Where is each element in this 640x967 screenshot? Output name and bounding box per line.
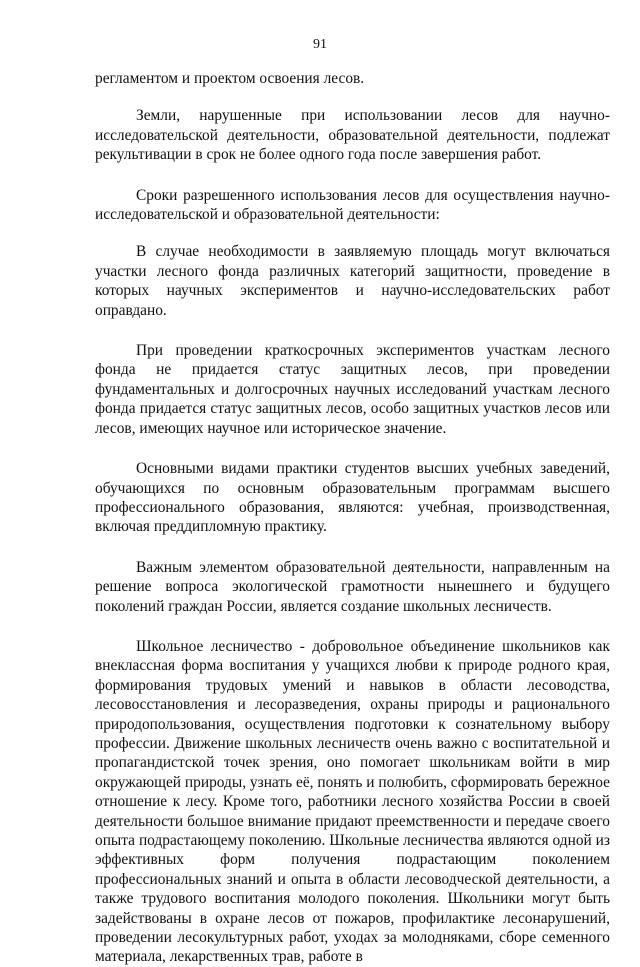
paragraph-continuation: регламентом и проектом освоения лесов.	[95, 70, 365, 87]
paragraph-usage-terms: Сроки разрешенного использования лесов для осуществления научно-исследовательской и образовательной деятельности:	[95, 186, 610, 224]
paragraph-forest-areas: В случае необходимости в заявляемую площадь могут включаться участки лесного фонда различных категорий защитности, проведение в которых научных экспериментов и научно-исследовательских работ оправдано.	[95, 243, 610, 319]
page-number: 91	[313, 37, 327, 52]
paragraph-student-practice: Основными видами практики студентов высших учебных заведений, обучающихся по основным образовательным программам высшего профессионального образования, являются: учебная, производственная, включая преддипломную практику.	[95, 460, 610, 536]
paragraph-school-forestries-intro: Важным элементом образовательной деятельности, направленным на решение вопроса экологической грамотности нынешнего и будущего поколений граждан России, является создание школьных лесничеств.	[95, 558, 610, 615]
page-content	[95, 69, 610, 967]
paragraph-land-reclamation: Земли, нарушенные при использовании лесов для научно-исследовательской деятельности, образовательной деятельности, подлежат рекультивации в срок не более одного года после завершения работ.	[95, 107, 610, 164]
paragraph-school-forestry: Школьное лесничество - добровольное объединение школьников как внеклассная форма воспитания у учащихся любви к природе родного края, формирования трудовых умений и навыков в области лесоводства, лесовосстановления и лесоразведения, охраны природы и рационального природопользования, осуществления подготовки к сознательному выбору профессии. Движение школьных лесничеств очень важно с воспитательной и пропагандистской точек зрения, оно помогает школьникам войти в мир окружающей природы, узнать её, понять и полюбить, сформировать бережное отношение к лесу. Кроме того, работники лесного хозяйства России в своей деятельности большое внимание придают преемственности и передаче своего опыта подрастающему поколению. Школьные лесничества являются одной из эффективных форм получения подрастающим поколением профессиональных знаний и опыта в области лесоводческой деятельности, а также трудового воспитания молодого поколения. Школьники могут быть задействованы в охране лесов от пожаров, профилактике лесонарушений, проведении лесокультурных работ, уходах за молодняками, сборе семенного материала, лекарственных трав, работе в	[95, 637, 610, 966]
paragraph-experiments: При проведении краткосрочных экспериментов участкам лесного фонда не придается статус защитных лесов, при проведении фундаментальных и долгосрочных научных исследований участкам лесного фонда придается статус защитных лесов, особо защитных участков лесов или лесов, имеющих научное или историческое значение.	[95, 342, 610, 437]
